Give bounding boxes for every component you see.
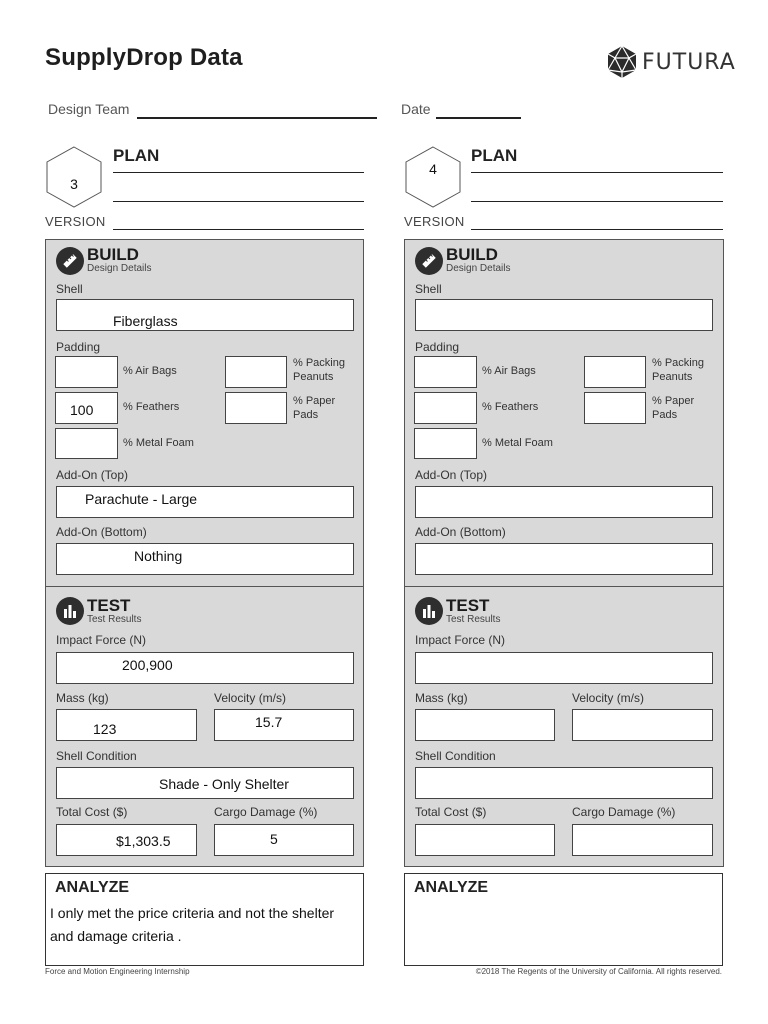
- build-subtitle: Design Details: [446, 263, 511, 274]
- metal-foam-label: % Metal Foam: [482, 437, 553, 449]
- air-bags-label: % Air Bags: [123, 365, 177, 377]
- version-label: VERSION: [404, 214, 465, 229]
- mass-label: Mass (kg): [415, 691, 468, 705]
- addon-bottom-label: Add-On (Bottom): [415, 525, 506, 539]
- cargo-damage-label: Cargo Damage (%): [572, 805, 676, 819]
- shell-label: Shell: [56, 282, 83, 296]
- paper-pads-input[interactable]: [584, 392, 646, 424]
- air-bags-input[interactable]: [414, 356, 477, 388]
- feathers-label: % Feathers: [123, 401, 180, 413]
- panel-divider: [45, 586, 364, 587]
- version-hexagon: [45, 146, 103, 208]
- air-bags-label: % Air Bags: [482, 365, 536, 377]
- bar-chart-icon: [56, 597, 84, 625]
- packing-peanuts-input[interactable]: [225, 356, 287, 388]
- mass-input[interactable]: 123: [56, 709, 197, 741]
- total-cost-label: Total Cost ($): [415, 805, 487, 819]
- analyze-title: ANALYZE: [55, 879, 130, 896]
- packing-peanuts-label: % Packing Peanuts: [293, 357, 345, 383]
- impact-force-input[interactable]: 200,900: [56, 652, 354, 684]
- paper-pads-input[interactable]: [225, 392, 287, 424]
- page-title: SupplyDrop Data: [45, 44, 243, 71]
- build-title: BUILD: [87, 245, 139, 264]
- velocity-input[interactable]: 15.7: [214, 709, 354, 741]
- panel-divider: [404, 586, 724, 587]
- date-field[interactable]: [436, 117, 521, 119]
- test-title: TEST: [87, 596, 131, 615]
- plan-line-1[interactable]: [471, 172, 723, 173]
- addon-bottom-input[interactable]: [415, 543, 713, 575]
- mass-input[interactable]: [415, 709, 555, 741]
- test-subtitle: Test Results: [446, 614, 501, 625]
- build-title: BUILD: [446, 245, 498, 264]
- build-subtitle: Design Details: [87, 263, 152, 274]
- addon-top-input[interactable]: [415, 486, 713, 518]
- plan-label: PLAN: [113, 146, 160, 165]
- analyze-text[interactable]: I only met the price criteria and not the shelter and damage criteria .: [50, 905, 335, 944]
- design-team-field[interactable]: [137, 117, 377, 119]
- test-title: TEST: [446, 596, 490, 615]
- shell-condition-label: Shell Condition: [56, 749, 137, 763]
- addon-bottom-label: Add-On (Bottom): [56, 525, 147, 539]
- cargo-damage-input[interactable]: [572, 824, 713, 856]
- cargo-damage-label: Cargo Damage (%): [214, 805, 318, 819]
- metal-foam-label: % Metal Foam: [123, 437, 194, 449]
- footer-copyright: ©2018 The Regents of the University of California. All rights reserved.: [475, 967, 722, 976]
- total-cost-input[interactable]: [415, 824, 555, 856]
- plan-label: PLAN: [471, 146, 518, 165]
- shell-condition-input[interactable]: Shade - Only Shelter: [56, 767, 354, 799]
- shell-label: Shell: [415, 282, 442, 296]
- shell-condition-label: Shell Condition: [415, 749, 496, 763]
- padding-label: Padding: [415, 340, 460, 354]
- plan-line-3[interactable]: [113, 229, 364, 230]
- ruler-icon: [56, 247, 84, 275]
- plan-line-2[interactable]: [471, 201, 723, 202]
- shell-condition-input[interactable]: [415, 767, 713, 799]
- paper-pads-label: % Paper Pads: [293, 395, 336, 421]
- date-label: Date: [401, 101, 431, 117]
- analyze-title: ANALYZE: [414, 879, 489, 896]
- paper-pads-label: % Paper Pads: [652, 395, 695, 421]
- version-number[interactable]: 4: [429, 161, 437, 177]
- addon-top-label: Add-On (Top): [415, 468, 488, 482]
- impact-force-input[interactable]: [415, 652, 713, 684]
- padding-label: Padding: [56, 340, 101, 354]
- design-team-label: Design Team: [48, 101, 130, 117]
- feathers-input[interactable]: 100: [55, 392, 118, 424]
- version-hexagon: [404, 146, 462, 208]
- footer-left: Force and Motion Engineering Internship: [45, 967, 190, 976]
- metal-foam-input[interactable]: [414, 428, 477, 459]
- impact-force-label: Impact Force (N): [56, 633, 147, 647]
- mass-label: Mass (kg): [56, 691, 109, 705]
- velocity-input[interactable]: [572, 709, 713, 741]
- addon-top-input[interactable]: Parachute - Large: [56, 486, 354, 518]
- velocity-label: Velocity (m/s): [572, 691, 645, 705]
- plan-line-2[interactable]: [113, 201, 364, 202]
- ruler-icon: [415, 247, 443, 275]
- brand-name: FUTURA: [642, 49, 736, 75]
- total-cost-label: Total Cost ($): [56, 805, 128, 819]
- shell-input[interactable]: [415, 299, 713, 331]
- addon-top-label: Add-On (Top): [56, 468, 129, 482]
- plan-line-1[interactable]: [113, 172, 364, 173]
- futura-logo: [606, 44, 736, 80]
- impact-force-label: Impact Force (N): [415, 633, 506, 647]
- packing-peanuts-label: % Packing Peanuts: [652, 357, 704, 383]
- feathers-input[interactable]: [414, 392, 477, 424]
- feathers-label: % Feathers: [482, 401, 539, 413]
- velocity-label: Velocity (m/s): [214, 691, 287, 705]
- version-number[interactable]: 3: [70, 176, 78, 192]
- test-subtitle: Test Results: [87, 614, 142, 625]
- cargo-damage-input[interactable]: 5: [214, 824, 354, 856]
- total-cost-input[interactable]: $1,303.5: [56, 824, 197, 856]
- addon-bottom-input[interactable]: Nothing: [56, 543, 354, 575]
- version-label: VERSION: [45, 214, 106, 229]
- shell-input[interactable]: Fiberglass: [56, 299, 354, 331]
- icosahedron-logo-icon: [606, 45, 638, 79]
- metal-foam-input[interactable]: [55, 428, 118, 459]
- plan-line-3[interactable]: [471, 229, 723, 230]
- bar-chart-icon: [415, 597, 443, 625]
- packing-peanuts-input[interactable]: [584, 356, 646, 388]
- air-bags-input[interactable]: [55, 356, 118, 388]
